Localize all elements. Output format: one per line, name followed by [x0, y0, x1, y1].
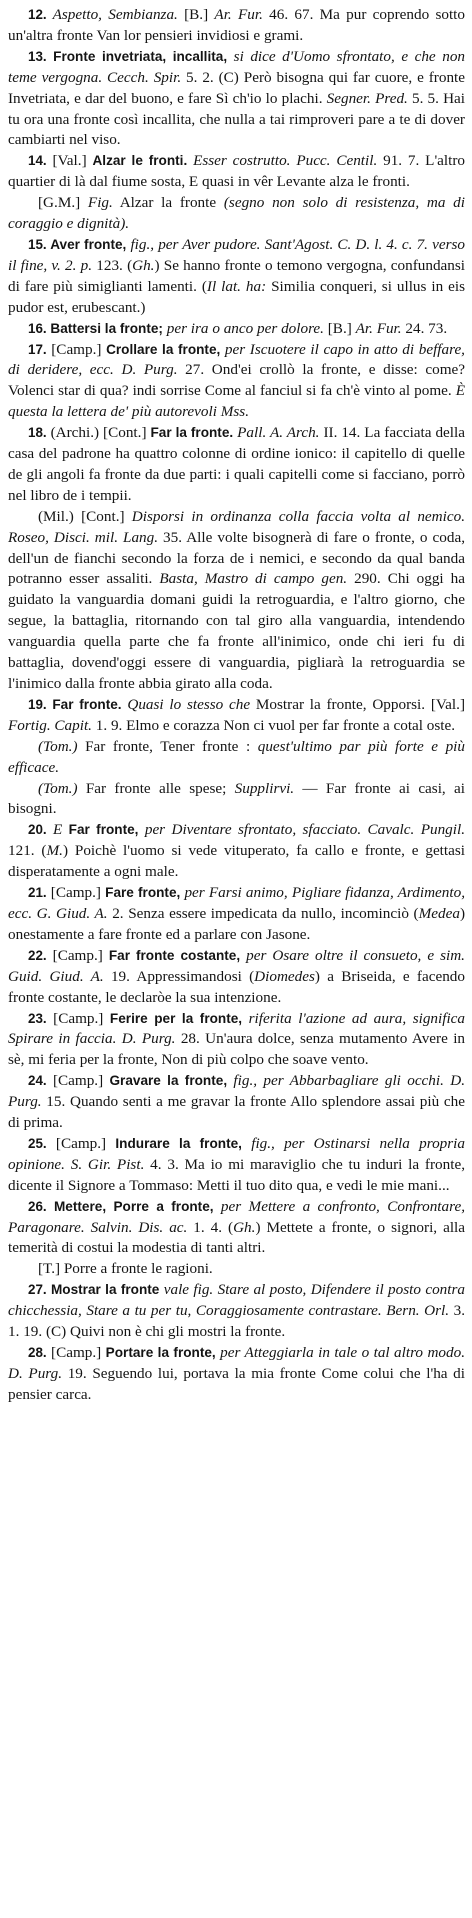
entry-text: 5. 2. (C) Però bisogna qui far cuore, e fronte Invetriata, e dar del buono, e fare Sì ch'io lo plachi.	[8, 68, 466, 107]
entry-headword: Far fronte costante,	[108, 947, 241, 963]
subentry-paragraph	[8, 193, 465, 235]
italic-text: Fig.	[87, 194, 113, 212]
entry-paragraph	[8, 47, 465, 152]
entry-text: 24. 73.	[401, 319, 448, 337]
entry-text: 27. Ond'ei crollò la fronte, e disse: come? Volenci star di qua? indi sorrise Come al fanciul si fa ch'è vinto al pome.	[8, 361, 466, 400]
entry-text: ) Mettete a fronte, o signori, alla temerità di costui la modestia di tanti altri.	[8, 1218, 465, 1257]
entry-paragraph	[8, 5, 465, 47]
entry-text: ) Se hanno fronte o temono vergogna, confundansi di fare più simiglianti lamenti. (	[8, 256, 466, 295]
entry-text: [Camp.]	[46, 884, 106, 902]
italic-text: quest'ultimo par più forte e più efficace.	[8, 737, 465, 776]
entry-text: Similia conqueri, si ullus in eis pudor est, erubescant.)	[8, 277, 465, 316]
entry-text: [Camp.]	[46, 1009, 110, 1027]
italic-text: Basta, Mastro di campo gen.	[159, 570, 348, 588]
entry-headword: Alzar le fronti.	[92, 153, 188, 169]
entry-headword: Aver fronte,	[46, 236, 127, 252]
entry-paragraph	[8, 1280, 465, 1343]
subentry-paragraph	[8, 1259, 465, 1280]
entry-paragraph	[8, 695, 465, 737]
italic-text: Diomedes	[254, 967, 315, 985]
entry-number: 27.	[28, 1282, 47, 1298]
italic-text: Supplirvi.	[234, 779, 295, 797]
entry-number: 15.	[28, 236, 47, 252]
entry-headword: Battersi la fronte;	[46, 320, 163, 336]
entry-paragraph	[8, 1071, 465, 1134]
entry-text: Far fronte alle spese;	[77, 779, 235, 797]
italic-text: Gh.	[132, 256, 155, 274]
entry-headword: Ferire per la fronte,	[109, 1010, 243, 1026]
entry-headword: Mostrar la fronte	[46, 1282, 160, 1298]
italic-text: Medea	[418, 904, 460, 922]
italic-text: vale fig. Stare al posto, Difendere il posto contra chicchessia, Stare a tu per tu, Coraggiosamente contrastare. Bern. Orl.	[8, 1281, 465, 1320]
entry-text: [G.M.]	[38, 194, 88, 212]
entry-headword: Far la fronte.	[150, 425, 234, 441]
entry-headword: Portare la fronte,	[105, 1345, 216, 1360]
italic-text: È questa la lettera de' più autorevoli Mss.	[8, 382, 465, 421]
entry-headword: Far fronte,	[62, 822, 139, 838]
entry-text: Alzar la fronte	[112, 194, 224, 212]
italic-text: Fortig. Capit.	[8, 716, 92, 734]
entry-text: [Camp.]	[46, 340, 107, 358]
entry-paragraph	[8, 319, 465, 340]
italic-text: Ar. Fur.	[355, 319, 402, 337]
italic-text: per Farsi animo, Pigliare fidanza, Ardimento, ecc. G. Giud. A.	[8, 884, 465, 922]
entry-paragraph	[8, 340, 465, 424]
entry-number: 18.	[28, 425, 47, 441]
entry-text: [Camp.]	[46, 1344, 106, 1361]
italic-text: fig., per Aver pudore. Sant'Agost. C. D. l. 4. c. 7. verso il fine, v. 2. p.	[8, 235, 465, 274]
italic-text: per Diventare sfrontato, sfacciato. Cavalc. Pungil.	[138, 821, 465, 839]
italic-text: si dice d'Uomo sfrontato, e che non teme vergogna. Cecch. Spir.	[8, 47, 466, 86]
entry-text: 15. Quando senti a me gravar la fronte Allo splendore assai più che di prima.	[8, 1093, 465, 1132]
entry-text: ) onestamente a fare fronte ed a parlare con Jasone.	[8, 904, 465, 943]
entry-number: 23.	[28, 1010, 47, 1026]
subentry-paragraph	[8, 507, 465, 695]
entry-text: 28. Un'aura dolce, senza mutamento Avere in sè, mi feria per la fronte, Non di più colpo che soave vento.	[8, 1030, 466, 1069]
italic-text: Esser costrutto. Pucc. Centil.	[187, 152, 378, 170]
entry-text: (Archi.) [Cont.]	[46, 424, 151, 442]
italic-text: (Tom.)	[38, 737, 78, 755]
entry-text: 91. 7. L'altro quartier di là dal fiume sosta, E quasi in vêr Levante alza le fronti.	[8, 152, 466, 191]
entry-number: 22.	[28, 947, 47, 963]
entry-text: 1. 9. Elmo e corazza Non ci vuol per far fronte a cotal oste.	[91, 716, 456, 734]
entry-headword: Fare fronte,	[105, 885, 181, 901]
italic-text: E	[46, 821, 63, 839]
entry-number: 24.	[28, 1073, 47, 1089]
entry-paragraph	[8, 946, 465, 1009]
italic-text: per Mettere a confronto, Confrontare, Paragonare. Salvin. Dis. ac.	[8, 1197, 465, 1236]
entry-text: [Camp.]	[46, 1134, 116, 1152]
entry-text: 4. 3. Ma io mi maraviglio che tu induri la fronte, dicente il Signore a Tommaso: Metti il tuo dito qua, e vedi le mie mani...	[8, 1155, 465, 1194]
entry-text: [T.] Porre a fronte le ragioni.	[38, 1260, 213, 1278]
subentry-paragraph	[8, 779, 465, 821]
entry-headword: Far fronte.	[46, 696, 122, 712]
italic-text: Ar. Fur.	[214, 6, 263, 23]
italic-text: Il lat. ha:	[206, 277, 267, 295]
entry-number: 28.	[28, 1345, 47, 1360]
entry-text: 123. (	[92, 256, 133, 274]
entry-text: 1. 4. (	[187, 1218, 234, 1236]
entry-paragraph	[8, 1134, 465, 1197]
italic-text: M.	[46, 842, 63, 860]
entry-text: 2. Senza essere impedicata da nullo, incominciò (	[107, 904, 419, 922]
entry-text: [Camp.]	[46, 946, 109, 964]
entry-number: 16.	[28, 320, 47, 336]
entry-text: 290. Chi oggi ha guidato la vanguardia domani guidi la retroguardia, e l'altro giorno, che segue, la battaglia, ritornando con tal giro alla vanguardia, intendendo vanguardia quella parte che fa fronte all'inimico, onde chi ieri fu di battaglia, dovend'oggi essere di vanguardia, pigliarà la retroguardia se l'inimico dalla fronte abbia girato alla coda.	[8, 570, 465, 692]
entry-paragraph	[8, 1009, 465, 1072]
entry-text: 121. (	[8, 842, 47, 860]
italic-text: per Iscuotere il capo in atto di beffare, di deridere, ecc. D. Purg.	[8, 340, 465, 379]
entry-paragraph	[8, 1197, 465, 1260]
entry-text: II. 14. La facciata della casa del padrone ha quattro colonne di ordine ionico: il capitello di quelle de gli angoli fa fronte da due parti: i quali capitelli come si facciano, porrò nel libro de i tempii.	[8, 424, 465, 504]
entry-text: [Val.]	[46, 152, 93, 170]
italic-text: per Osare oltre il consueto, e sim. Guid. Giud. A.	[8, 946, 465, 985]
italic-text: Disporsi in ordinanza colla faccia volta al nemico. Roseo, Disci. mil. Lang.	[8, 507, 465, 546]
italic-text: Pall. A. Arch.	[233, 424, 320, 442]
entry-number: 12.	[28, 7, 47, 22]
entry-paragraph	[8, 1343, 465, 1406]
italic-text: (segno non solo di resistenza, ma di coraggio e dignità).	[8, 194, 466, 233]
entry-number: 25.	[28, 1135, 47, 1151]
entry-number: 21.	[28, 885, 47, 901]
entry-text: ) a Briseida, e facendo fronte costante, le declaròe la sua intenzione.	[8, 967, 465, 1006]
entry-text: [Camp.]	[46, 1072, 110, 1090]
entry-text: 19. Appressimandosi (	[103, 967, 255, 985]
entry-paragraph	[8, 235, 465, 319]
entry-headword: Indurare la fronte,	[115, 1135, 242, 1151]
entry-paragraph	[8, 423, 465, 507]
entry-headword: Crollare la fronte,	[106, 341, 221, 357]
italic-text: Gh.	[233, 1218, 256, 1236]
italic-text: (Tom.)	[38, 779, 78, 797]
entry-headword: Gravare la fronte,	[109, 1073, 228, 1089]
entry-text: (Mil.) [Cont.]	[38, 507, 132, 525]
entry-headword: Mettere, Porre a fronte,	[46, 1198, 214, 1214]
entry-text: 46. 67. Ma pur coprendo sotto un'altra fronte Van lor pensieri invidiosi e grami.	[8, 6, 465, 44]
entry-text: Mostrar la fronte, Opporsi. [Val.]	[250, 695, 465, 713]
italic-text: Segner. Pred.	[326, 89, 408, 107]
entry-number: 13.	[28, 48, 47, 64]
entry-paragraph	[8, 820, 465, 883]
italic-text: Aspetto, Sembianza.	[46, 6, 178, 23]
entry-text: 5. 5. Hai tu ora una fronte così incallita, che nulla a tai rimproveri pare a te di dover cambiarti nel viso.	[8, 89, 465, 149]
entry-number: 20.	[28, 822, 47, 838]
entry-text: [B.]	[323, 319, 356, 337]
italic-text: per Atteggiarla in tale o tal altro modo. D. Purg.	[8, 1344, 465, 1382]
entry-number: 26.	[28, 1198, 47, 1214]
entry-number: 17.	[28, 341, 47, 357]
entry-headword: Fronte invetriata, incallita,	[46, 48, 228, 64]
italic-text: Quasi lo stesso che	[121, 695, 251, 713]
entry-list	[8, 5, 465, 1406]
entry-text: ) Poichè l'uomo si vede vituperato, fa callo e fronte, e gettasi disperatamente a ogni male.	[8, 842, 465, 881]
entry-text: 35. Alle volte bisognerà di fare o fronte, o coda, dell'un de fianchi secondo la forza de i nemici, e secondo da qual banda potranno esser assaliti.	[8, 528, 465, 588]
entry-text: — Far fronte ai casi, ai bisogni.	[8, 779, 465, 818]
italic-text: fig., per Ostinarsi nella propria opinione. S. Gir. Pist.	[8, 1134, 465, 1173]
italic-text: per ira o anco per dolore.	[162, 319, 324, 337]
entry-text: Far fronte, Tener fronte :	[77, 737, 258, 755]
entry-text: [B.]	[177, 6, 215, 23]
entry-number: 19.	[28, 696, 47, 712]
entry-paragraph	[8, 151, 465, 193]
entry-text: 3. 1. 19. (C) Quivi non è chi gli mostri la fronte.	[8, 1302, 466, 1341]
entry-paragraph	[8, 883, 465, 946]
entry-number: 14.	[28, 153, 47, 169]
italic-text: fig., per Abbarbagliare gli occhi. D. Purg.	[8, 1072, 466, 1111]
entry-text: 19. Seguendo lui, portava la mia fronte Come colui che l'ha di pensier carca.	[8, 1364, 465, 1403]
subentry-paragraph	[8, 737, 465, 779]
italic-text: riferita l'azione ad aura, significa Spirare in faccia. D. Purg.	[8, 1009, 465, 1048]
